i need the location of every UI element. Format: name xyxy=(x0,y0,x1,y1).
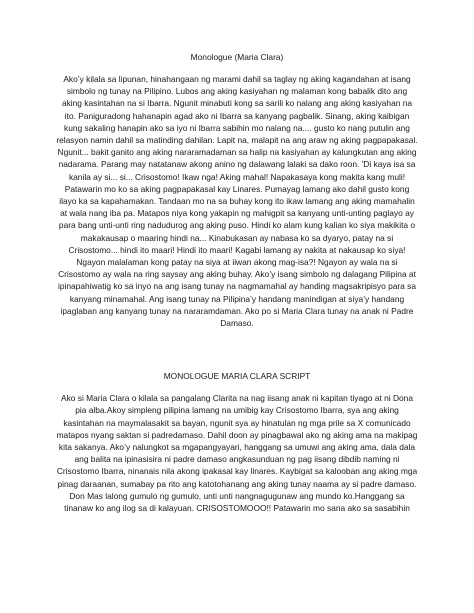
section-title: Monologue (Maria Clara) xyxy=(190,52,284,62)
section-body: Ako’y kilala sa lipunan, hinahangaan ng marami dahil sa taglay ng aking kagandahan at isang simbolo ng tunay na Pilipino. Lubos ang aking kasiyahan ng malaman kong babalik dito ang aking kasintahan na si Ibarra. Ngunit minabuti kong sa sarili ko nalang ang aking kasiyahan na ito. Paniguradong hahanapin agad ako ni Ibarra sa kanyang pagbalik. Sinang, aking kaibigan kung sakaling hanapin ako sa iyo ni Ibarra sabihin mo nalang na.... gusto ko nang putulin ang relasyon namin dahil sa matinding dahilan. Lapit na, malapit na ang araw ng aking pagpapakasal. Ngunit... bakit ganito ang aking nararamadaman sa halip na kasiyahan ay kalungkutan ang aking nadarama. Parang may natatanaw akong anino ng dalawang lalaki sa dako roon. 'Di kaya isa sa kanila ay si... si... Crisostomo! Ikaw nga! Aking mahal! Napakasaya kong makita kang muli! Patawarin mo ko sa aking pagpapakasal kay Linares. Pumayag lamang ako dahil gusto kong ilayo ka sa kapahamakan. Tandaan mo na sa buhay kong ito ikaw lamang ang aking mamahalin at wala nang iba pa. Matapos niya kong yakapin ng mahigpit sa kanyang unti-unting paglayo ay para bang unti-unti ring nadudurog ang aking puso. Hindi ko alam kung kalian ko siya makikita o makakausap o maaring hindi na... Kinabukasan ay nabasa ko sa dyaryo, patay na si Crisostomo... hindi ito maari! Hindi ito maari! Kagabi lamang ay nakita at nakausap ko siya! Ngayon malalaman kong patay na siya at iiwan akong mag-isa?! Ngayon ay wala na si Crisostomo ay wala na ring saysay ang aking buhay. Ako’y isang simbolo ng dalagang Pilipina at ipinapahiwatig ko sa inyo na ang isang tunay na nagmamahal ay handing magsakripisyo para sa kanyang minamahal. Ang isang tunay na Pilipina’y handang manindigan at siya’y handang ipaglaban ang kanyang tunay na nararamdaman. Ako po si Maria Clara tunay na anak ni Padre Damaso. xyxy=(56,74,418,329)
section-body: Ako si Maria Clara o kilala sa pangalang Clarita na nag iisang anak ni kapitan tiyago at ni Dona pia alba.Akoy simpleng pilipina lamang na umibig kay Crisostomo Ibarra, sya ang aking kasintahan na maymalasakit sa bayan, ngunit sya ay hinatulan ng mga prile sa X comunicado matapos nyang saktan si padredamaso. Dahil doon ay pinagbawal ako ng aking ama na makipag kita sakanya. Ako’y nalungkot sa mgapangyayari, hanggang sa umuwi ang aking ama, dala dala ang balita na ipinasisira ni padre damaso angkasunduan ng pag iisang dibdib naming ni Crisostomo Ibarra, ninanais nila akong ipakasal kay linares. Kaybigat sa kalooban ang aking mga pinag daraanan, sumabay pa rito ang katotohanang ang aking tunay naama ay si padre damaso. Don Mas lalong gumulo ng gumulo, unti unti nangnagugunaw ang mundo ko.Hanggang sa tinanaw ko ang ilog sa di kalayuan. CRISOSTOMOOO!! Patawarin mo sana ako sa sasabihin xyxy=(56,393,418,514)
monologue-section xyxy=(56,52,418,329)
script-section xyxy=(56,371,418,514)
section-title: MONOLOGUE MARIA CLARA SCRIPT xyxy=(163,371,311,382)
